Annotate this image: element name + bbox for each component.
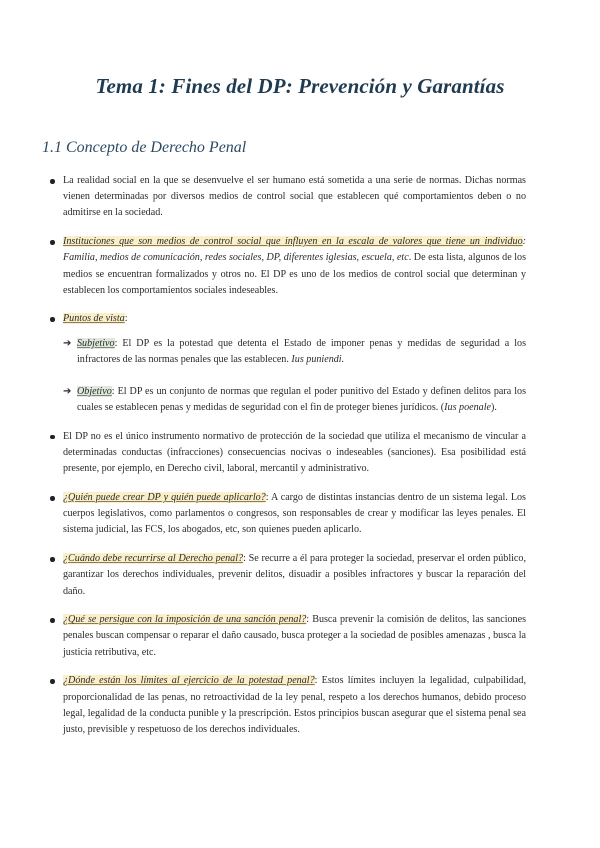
latin-term: Ius poenale — [444, 402, 491, 414]
sub-list — [63, 336, 526, 417]
list-item — [50, 551, 526, 600]
item-text: El DP no es el único instrumento normativo de protección de la sociedad que utiliza el mecanismo de vincular a determinadas conductas (infracciones) consecuencias nocivas o indeseables (sanciones). Esa posibilidad está presente, por ejemplo, en Derecho civil, laboral, mercantil y administrativo. — [63, 430, 526, 475]
highlighted-text: Objetivo — [77, 386, 112, 398]
examples-text: : Familia, medios de comunicación, redes sociales, DP, diferentes iglesias, escuela, etc — [63, 236, 526, 264]
item-text: La realidad social en la que se desenvuelve el ser humano está sometida a una serie de normas. Dichas normas vienen determinadas por diversos medios de control social que establecen qué comportamientos deben o no admitirse en la sociedad. — [63, 175, 526, 219]
list-item — [50, 429, 526, 478]
bullet-list — [50, 173, 526, 751]
highlighted-text: ¿Qué se persigue con la imposición de una sanción penal? — [63, 614, 307, 626]
list-item — [50, 612, 526, 661]
highlighted-text: ¿Cuándo debe recurrirse al Derecho penal? — [63, 553, 244, 565]
highlighted-text: Subjetivo — [77, 337, 115, 349]
highlighted-text: Instituciones que son medios de control social que influyen en la escala de valores que tiene un individuo — [63, 236, 523, 248]
arrow-icon: ➔ — [63, 386, 72, 398]
list-item — [50, 673, 526, 738]
latin-term: Ius puniendi. — [291, 353, 345, 365]
sub-item-objetivo — [63, 384, 526, 416]
item-text: ). — [490, 402, 497, 414]
highlighted-text: ¿Quién puede crear DP y quién puede aplicarlo? — [63, 492, 266, 504]
item-text: : A cargo de distintas instancias dentro de un sistema legal. Los cuerpos legislativos, como parlamentos o congresos, son responsables de crear y modificar las leyes penales. El sistema judicial, las FCS, los abogados, etc, son quienes pueden aplicarlo. — [63, 492, 526, 536]
item-text: : El DP es la potestad que detenta el Estado de imponer penas y medidas de seguridad a los infractores de las normas penales que las establecen. — [77, 337, 526, 365]
highlighted-text: Puntos de vista — [63, 313, 125, 325]
item-text: : El DP es un conjunto de normas que regulan el poder punitivo del Estado y definen delitos para los cuales se establecen penas y medidas de seguridad con el fin de proteger bienes jurídicos. ( — [77, 386, 526, 414]
sub-item-subjetivo — [63, 336, 526, 368]
list-item — [50, 173, 526, 222]
colon: : — [124, 313, 128, 325]
list-item — [50, 311, 526, 416]
item-text: . De esta lista, algunos de los medios se encuentran formalizados y otros no. El DP es uno de los medios de control social que determinan y establecen los comportamientos sociales indeseables. — [63, 252, 526, 296]
item-text: : Se recurre a él para proteger la sociedad, preservar el orden público, garantizar los derechos individuales, prevenir delitos, disuadir a posibles infractores y buscar la reparación del daño. — [63, 553, 526, 597]
page-title: Tema 1: Fines del DP: Prevención y Garantías — [95, 74, 505, 98]
arrow-icon: ➔ — [63, 337, 72, 349]
item-text: : Busca prevenir la comisión de delitos, las sanciones penales buscan compensar o reparar el daño causado, busca proteger a la sociedad de posibles amenazas , busca la justicia retributiva, etc. — [63, 614, 526, 658]
item-text: : Estos límites incluyen la legalidad, culpabilidad, proporcionalidad de las penas, no retroactividad de la ley penal, respeto a los derechos humanos, debido proceso legal, legalidad de la conducta punible y la prescripción. Estos principios buscan asegurar que el sistema penal sea justo, previsible y respetuoso de los derechos individuales. — [63, 675, 526, 735]
list-item — [50, 490, 526, 539]
section-heading: 1.1 Concepto de Derecho Penal — [42, 139, 247, 156]
highlighted-text: ¿Dónde están los límites al ejercicio de la potestad penal? — [63, 675, 315, 687]
list-item — [50, 234, 526, 299]
